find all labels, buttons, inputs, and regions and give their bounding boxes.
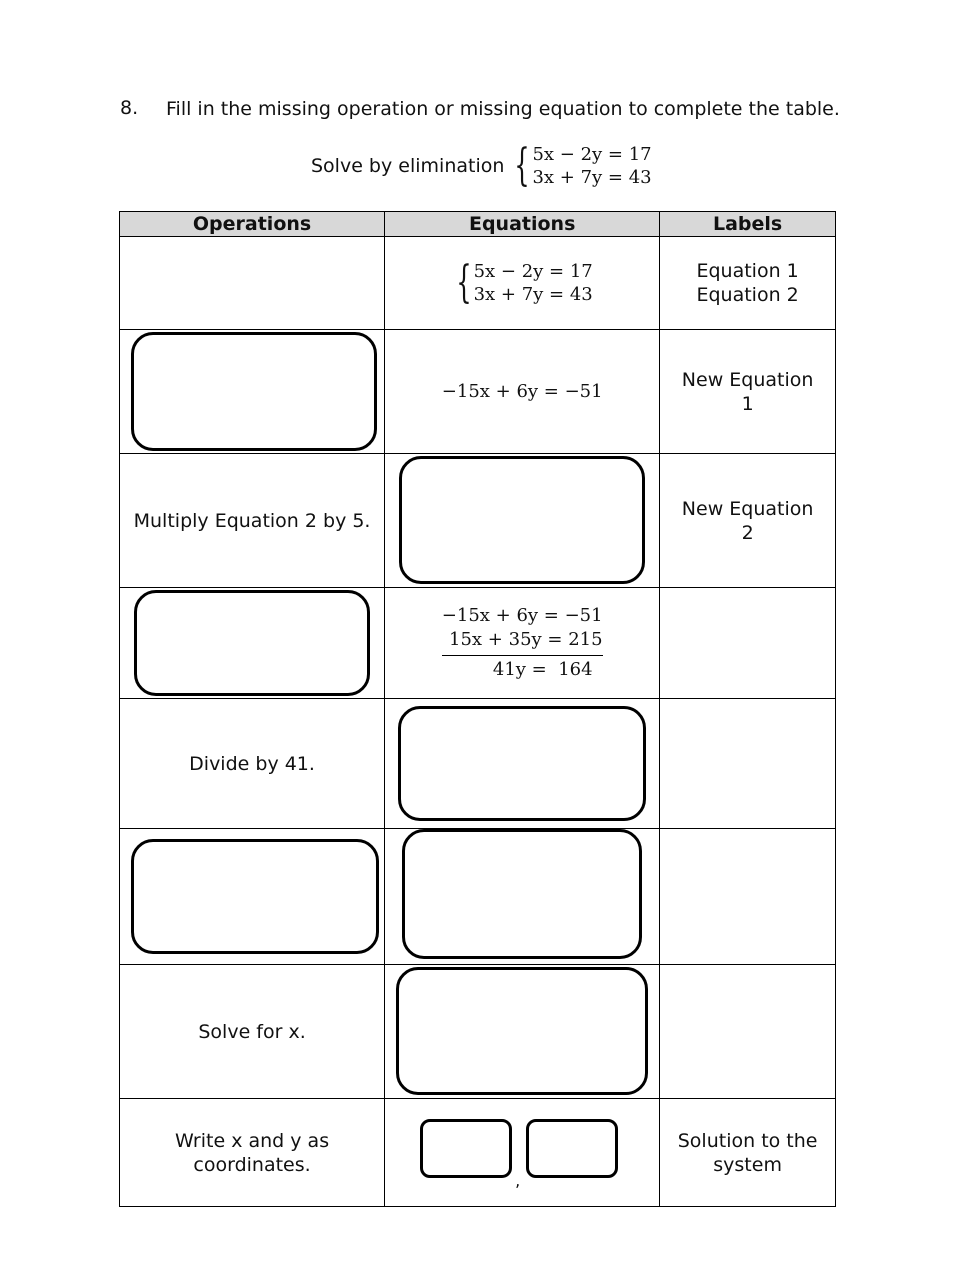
equation-cell: [385, 454, 660, 588]
y-coordinate-box[interactable]: [526, 1119, 618, 1178]
elimination-sum: [442, 604, 603, 682]
table-row: [120, 330, 836, 454]
equation-answer-box[interactable]: [399, 456, 645, 584]
operation-answer-box[interactable]: [134, 590, 370, 696]
label-equation-2: Equation 2: [696, 284, 799, 306]
operation-cell: Write x and y as coordinates.: [120, 1099, 385, 1207]
label-cell: New Equation 2: [660, 454, 836, 588]
equation-answer-box[interactable]: [398, 706, 646, 821]
equation-cell: −15x + 6y = −51: [385, 330, 660, 454]
x-coordinate-box[interactable]: [420, 1119, 512, 1178]
equation-cell: [385, 237, 660, 330]
table-row: [120, 965, 836, 1099]
prompt-label: Solve by elimination: [311, 155, 505, 177]
equation-cell: [385, 965, 660, 1099]
equation-2: 3x + 7y = 43: [473, 284, 593, 305]
operation-cell: [120, 829, 385, 965]
equation-cell: [385, 699, 660, 829]
header-equations: Equations: [385, 212, 660, 237]
equation-cell: [385, 829, 660, 965]
left-brace: {: [514, 140, 531, 191]
label-cell: Solution to the system: [660, 1099, 836, 1207]
table-row: [120, 454, 836, 588]
system-equation-1: 5x − 2y = 17: [532, 144, 652, 165]
operation-cell: Divide by 41.: [120, 699, 385, 829]
sum-line-2: 15x + 35y = 215: [449, 629, 603, 650]
problem-prompt: [311, 142, 652, 190]
label-cell: [660, 965, 836, 1099]
header-operations: Operations: [120, 212, 385, 237]
header-labels: Labels: [660, 212, 836, 237]
label-cell: [660, 829, 836, 965]
operation-answer-box[interactable]: [131, 839, 379, 954]
coordinate-comma: ,: [515, 1171, 521, 1190]
label-cell: New Equation 1: [660, 330, 836, 454]
label-equation-1: Equation 1: [696, 260, 799, 282]
table-row: [120, 588, 836, 699]
table-row: [120, 699, 836, 829]
operation-cell: Multiply Equation 2 by 5.: [120, 454, 385, 588]
sum-result: 41y = 164: [492, 659, 593, 680]
label-cell: [660, 699, 836, 829]
table-row: [120, 237, 836, 330]
sum-rule: [442, 655, 603, 656]
operation-answer-box[interactable]: [131, 332, 377, 451]
question-number: 8.: [120, 97, 139, 119]
equation-cell: [385, 1099, 660, 1207]
system-of-equations: [510, 140, 652, 191]
system-equation-2: 3x + 7y = 43: [532, 167, 652, 188]
elimination-table: [119, 211, 836, 1207]
table-row: [120, 829, 836, 965]
left-brace: {: [455, 257, 472, 308]
sum-line-1: −15x + 6y = −51: [441, 605, 603, 626]
operation-cell: [120, 237, 385, 330]
equation-1: 5x − 2y = 17: [473, 261, 593, 282]
operation-cell: [120, 588, 385, 699]
operation-cell: [120, 330, 385, 454]
label-cell: [660, 237, 836, 330]
table-row: [120, 1099, 836, 1207]
label-cell: [660, 588, 836, 699]
equation-cell: [385, 588, 660, 699]
equation-answer-box[interactable]: [396, 967, 648, 1095]
operation-cell: Solve for x.: [120, 965, 385, 1099]
question-instruction: Fill in the missing operation or missing equation to complete the table.: [166, 98, 840, 120]
equation-answer-box[interactable]: [402, 829, 642, 959]
